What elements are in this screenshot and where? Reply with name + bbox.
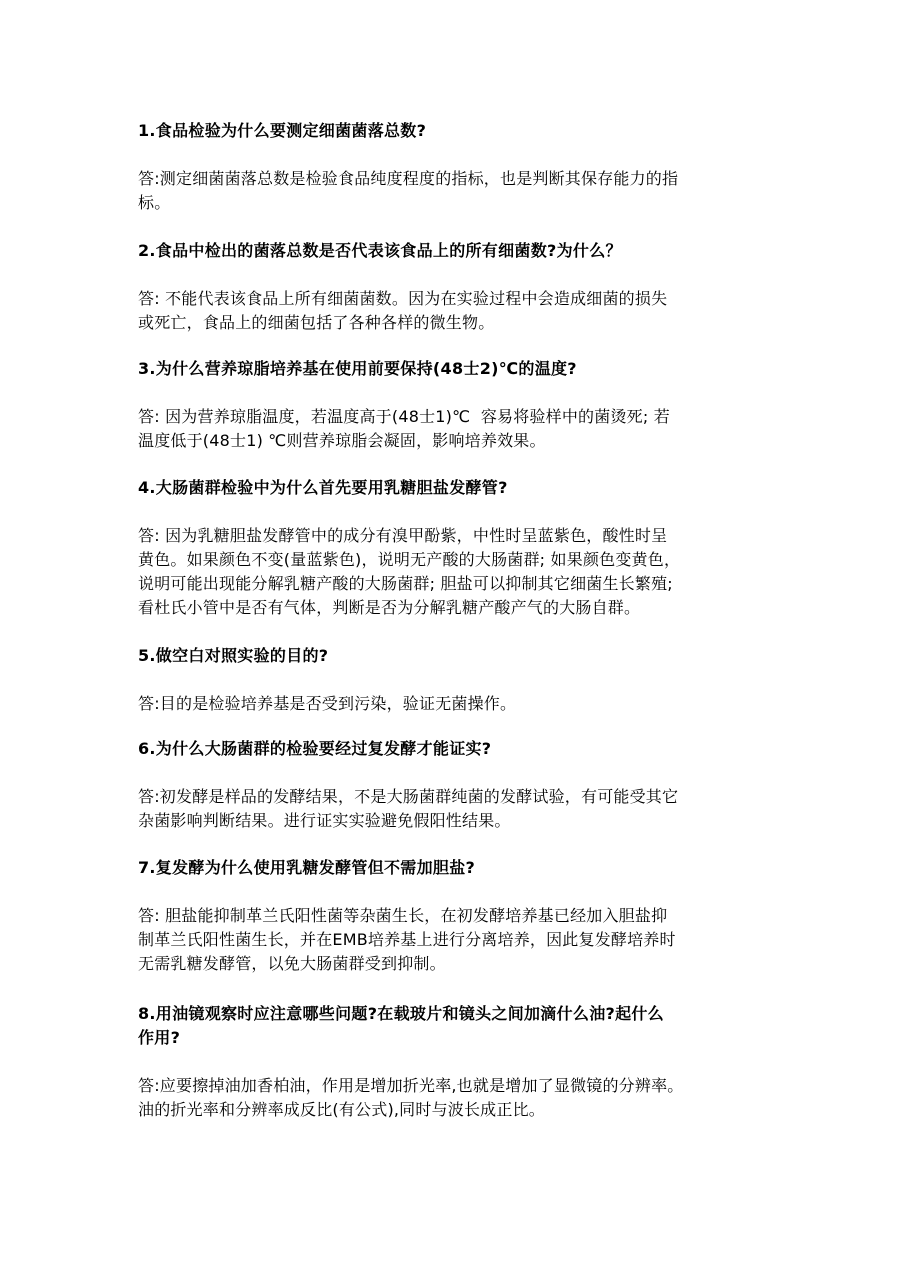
answer-5-line-1: 答:目的是检验培养基是否受到污染，验证无菌操作。 xyxy=(138,694,517,713)
answer-8-line-1: 答:应要擦掉油加香柏油，作用是增加折光率,也就是增加了显微镜的分辨率。 xyxy=(138,1076,684,1095)
qa-item-5 xyxy=(138,644,778,716)
qa-item-3 xyxy=(138,357,778,453)
answer-7-line-3: 无需乳糖发酵管，以免大肠菌群受到抑制。 xyxy=(138,954,446,973)
answer-3-line-1: 答: 因为营养琼脂温度，若温度高于(48士1)℃ 容易将验样中的菌烫死; 若 xyxy=(138,407,670,426)
answer-1-line-2: 标。 xyxy=(138,193,171,212)
answer-2-line-1: 答: 不能代表该食品上所有细菌菌数。因为在实验过程中会造成细菌的损失 xyxy=(138,289,668,308)
answer-6-line-1: 答:初发酵是样品的发酵结果，不是大肠菌群纯菌的发酵试验，有可能受其它 xyxy=(138,787,679,806)
qa-item-6 xyxy=(138,737,778,833)
answer-2-line-2: 或死亡，食品上的细菌包括了各种各样的微生物。 xyxy=(138,313,495,332)
answer-8-line-2: 油的折光率和分辨率成反比(有公式),同时与波长成正比。 xyxy=(138,1100,545,1119)
answer-4-line-3: 说明可能出现能分解乳糖产酸的大肠菌群; 胆盐可以抑制其它细菌生长繁殖; xyxy=(138,574,673,593)
question-1: 1.食品检验为什么要测定细菌菌落总数? xyxy=(138,121,427,140)
question-6: 6.为什么大肠菌群的检验要经过复发酵才能证实? xyxy=(138,739,492,758)
question-7: 7.复发酵为什么使用乳糖发酵管但不需加胆盐? xyxy=(138,858,476,877)
qa-item-7 xyxy=(138,856,778,976)
answer-4-line-2: 黄色。如果颜色不变(量蓝紫色)，说明无产酸的大肠菌群; 如果颜色变黄色， xyxy=(138,550,681,569)
answer-7-line-2: 制革兰氏阳性菌生长，并在EMB培养基上进行分离培养，因此复发酵培养时 xyxy=(138,930,676,949)
answer-1-line-1: 答:测定细菌菌落总数是检验食品纯度程度的指标，也是判断其保存能力的指 xyxy=(138,169,679,188)
answer-3-line-2: 温度低于(48士1) ℃则营养琼脂会凝固，影响培养效果。 xyxy=(138,431,546,450)
qa-item-2 xyxy=(138,239,778,335)
question-3: 3.为什么营养琼脂培养基在使用前要保持(48士2)℃的温度? xyxy=(138,359,577,378)
question-8: 8.用油镜观察时应注意哪些问题?在载玻片和镜头之间加滴什么油?起什么 作用? xyxy=(138,1004,664,1047)
qa-item-4 xyxy=(138,476,778,620)
answer-6-line-2: 杂菌影响判断结果。进行证实实验避免假阳性结果。 xyxy=(138,811,511,830)
answer-4-line-4: 看杜氏小管中是否有气体，判断是否为分解乳糖产酸产气的大肠自群。 xyxy=(138,598,641,617)
question-4: 4.大肠菌群检验中为什么首先要用乳糖胆盐发酵管? xyxy=(138,478,508,497)
qa-item-1 xyxy=(138,119,778,215)
question-5: 5.做空白对照实验的目的? xyxy=(138,646,329,665)
answer-4-line-1: 答: 因为乳糖胆盐发酵管中的成分有溴甲酚紫，中性时呈蓝紫色，酸性时呈 xyxy=(138,526,668,545)
answer-7-line-1: 答: 胆盐能抑制革兰氏阳性菌等杂菌生长，在初发酵培养基已经加入胆盐抑 xyxy=(138,906,668,925)
question-2: 2.食品中检出的菌落总数是否代表该食品上的所有细菌数?为什么？ xyxy=(138,241,622,260)
qa-item-8 xyxy=(138,1002,778,1122)
